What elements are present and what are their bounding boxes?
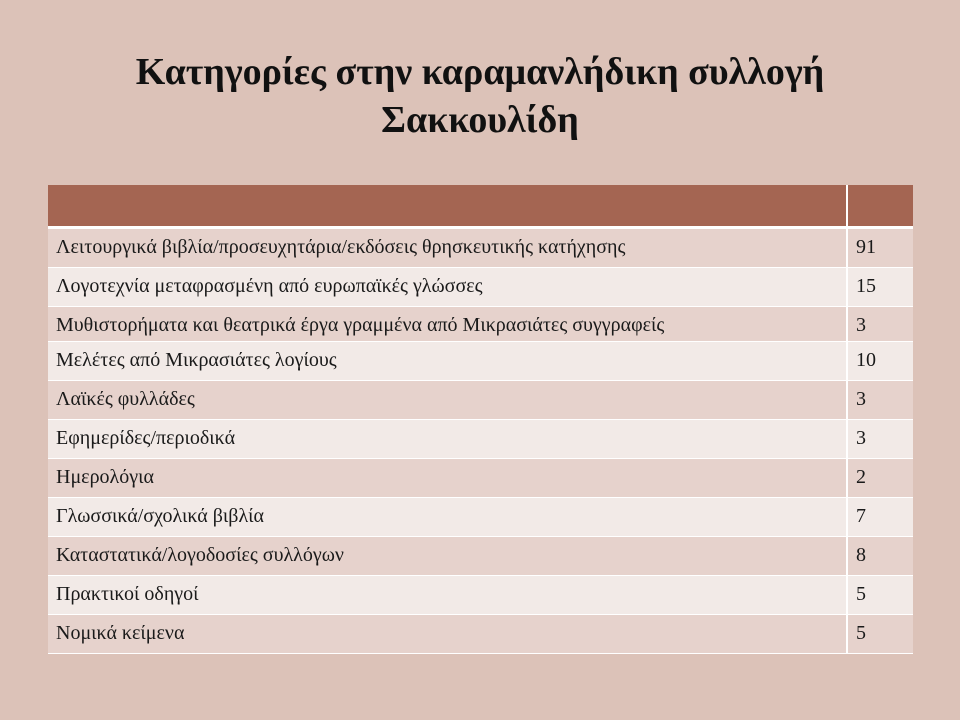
category-cell: Νομικά κείμενα <box>48 615 847 654</box>
category-cell: Λειτουργικά βιβλία/προσευχητάρια/εκδόσεις θρησκευτικής κατήχησης <box>48 228 847 268</box>
header-cell-count <box>847 185 913 228</box>
category-cell: Γλωσσικά/σχολικά βιβλία <box>48 498 847 537</box>
table-row <box>48 615 913 654</box>
table-row <box>48 498 913 537</box>
table-row <box>48 459 913 498</box>
count-cell: 8 <box>847 537 913 576</box>
header-cell-category <box>48 185 847 228</box>
slide-title <box>0 48 960 144</box>
category-cell: Λογοτεχνία μεταφρασμένη από ευρωπαϊκές γλώσσες <box>48 268 847 307</box>
count-cell: 10 <box>847 342 913 381</box>
table-row <box>48 342 913 381</box>
count-cell: 91 <box>847 228 913 268</box>
table-row <box>48 420 913 459</box>
slide-title-line-2: Σακκουλίδη <box>381 99 579 141</box>
count-cell: 3 <box>847 307 913 342</box>
table-row <box>48 537 913 576</box>
category-cell: Μυθιστορήματα και θεατρικά έργα γραμμένα από Μικρασιάτες συγγραφείς <box>48 307 847 342</box>
count-cell: 15 <box>847 268 913 307</box>
table-row <box>48 576 913 615</box>
table-row <box>48 307 913 342</box>
category-cell: Καταστατικά/λογοδοσίες συλλόγων <box>48 537 847 576</box>
category-cell: Λαϊκές φυλλάδες <box>48 381 847 420</box>
category-cell: Μελέτες από Μικρασιάτες λογίους <box>48 342 847 381</box>
categories-table <box>48 185 913 654</box>
table-row <box>48 228 913 268</box>
category-cell: Πρακτικοί οδηγοί <box>48 576 847 615</box>
table-row <box>48 381 913 420</box>
category-cell: Εφημερίδες/περιοδικά <box>48 420 847 459</box>
count-cell: 3 <box>847 420 913 459</box>
slide-title-line-1: Κατηγορίες στην καραμανλήδικη συλλογή <box>135 51 825 93</box>
count-cell: 7 <box>847 498 913 537</box>
count-cell: 3 <box>847 381 913 420</box>
category-cell: Ημερολόγια <box>48 459 847 498</box>
count-cell: 5 <box>847 576 913 615</box>
count-cell: 5 <box>847 615 913 654</box>
table-header-row <box>48 185 913 228</box>
table-row <box>48 268 913 307</box>
count-cell: 2 <box>847 459 913 498</box>
